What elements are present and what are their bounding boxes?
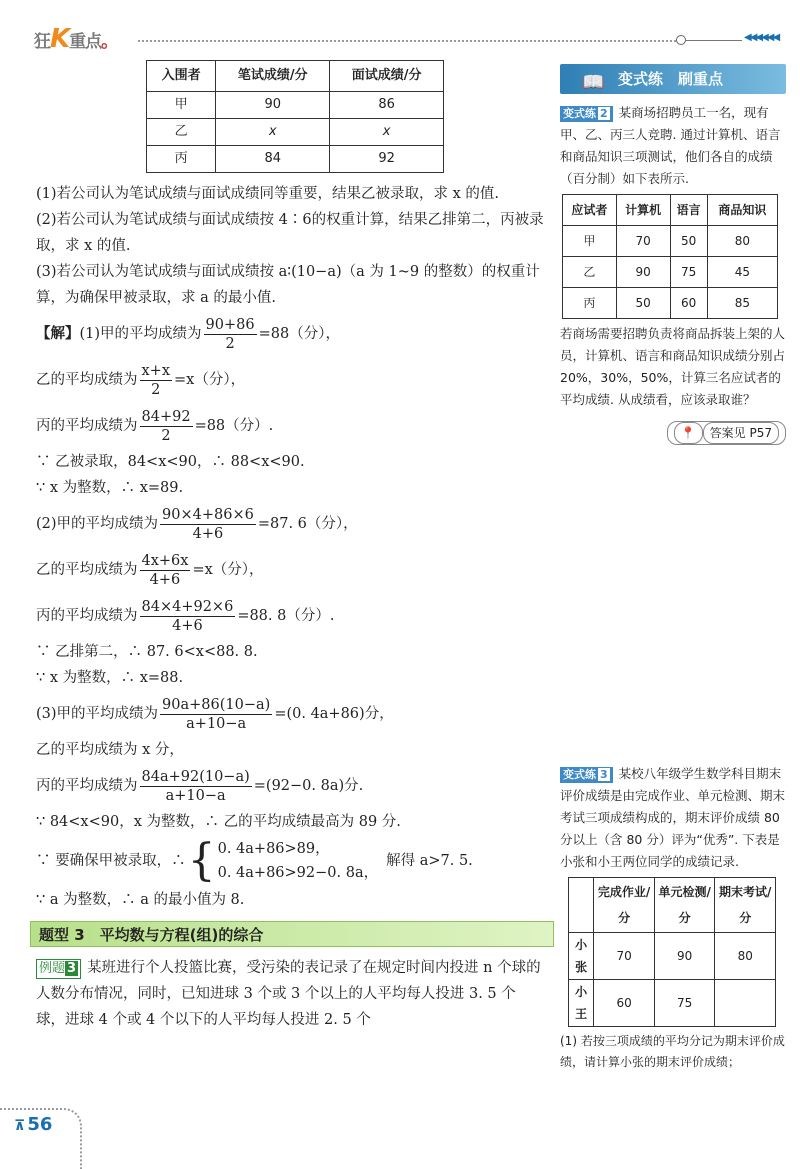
solution-label: 【解】 [36, 325, 80, 342]
table-cell: 60 [670, 288, 707, 319]
solution-line: ∵ 乙被录取，84<x<90，∴ 88<x<90. [36, 454, 305, 470]
table-cell: 86 [330, 92, 444, 119]
table-cell: 84 [216, 146, 330, 173]
header-circle-mark [676, 35, 686, 45]
score-table [146, 60, 444, 173]
inequality-system: ∵ 要确保甲被录取，∴ { 0. 4a+86>89， 0. 4a+86>92−0. 8a， 解得 a>7. 5. [36, 835, 473, 886]
table-cell: 92 [330, 146, 444, 173]
table-header: 商品知识 [707, 195, 777, 226]
table-header: 应试者 [563, 195, 617, 226]
variant-badge: 变式练 2 [560, 106, 613, 122]
fraction: $\frac{x+x}{2}$ [141, 362, 171, 398]
table-header [569, 878, 594, 933]
table-cell: 丙 [563, 288, 617, 319]
table-row [569, 933, 776, 980]
answer-reference: 📍 答案见 P57 [560, 421, 786, 445]
variant-3-table [568, 877, 776, 1027]
table-cell: 50 [616, 288, 670, 319]
solution-line: ∵ x 为整数，∴ x=88. [36, 670, 184, 686]
fraction: $\frac{84+92}{2}$ [141, 408, 191, 444]
solution-line: (2)甲的平均成绩为 $\frac{90\times 4+86\times 6}{4+6}$ =87. 6（分）， [36, 506, 358, 542]
inequality-row: 0. 4a+86>89， [217, 841, 330, 857]
header-rule [686, 40, 742, 41]
reading-person-icon: 📖 [582, 72, 605, 93]
side-column [560, 64, 786, 1073]
table-cell: 80 [715, 933, 776, 980]
table-cell: 小王 [569, 980, 594, 1027]
brace-icon: { [187, 835, 216, 886]
solution-line: 丙的平均成绩为 $\frac{84\times 4+92\times 6}{4+6}$ =88. 8（分）. [36, 598, 335, 634]
solution-line: ∵ x 为整数，∴ x=89. [36, 480, 184, 496]
table-cell [715, 980, 776, 1027]
header-arrows-icon: ◀◀◀◀◀◀ [744, 32, 779, 43]
table-cell: 50 [670, 226, 707, 257]
solution-line: ∵ 乙排第二，∴ 87. 6<x<88. 8. [36, 644, 258, 660]
table-cell: 90 [654, 933, 715, 980]
pin-icon: 📍 [674, 422, 703, 444]
variant-2-question: 若商场需要招聘负责将商品拆装上架的人员，计算机、语言和商品知识成绩分别占 20%，30%，50%，计算三名应试者的平均成绩. 从成绩看，应该录取谁？ [560, 326, 786, 407]
example-3: 例题 3 某班进行个人投篮比赛，受污染的表记录了在规定时间内投进 n 个球的人数分布情况，同时，已知进球 3 个或 3 个以上的人平均每人投进 3. 5 个球，进球 4 个或 4 个以下的人平均每人投进 2. 5 个 [36, 960, 541, 1028]
header-dotted-rule [138, 40, 676, 42]
table-cell: 70 [616, 226, 670, 257]
question-3: (3)若公司认为笔试成绩与面试成绩按 a∶(10−a)（a 为 1~9 的整数）的权重计算，为确保甲被录取，求 a 的最小值. [36, 264, 540, 306]
table-row [563, 195, 778, 226]
inequality-row: 0. 4a+86>92−0. 8a， [217, 865, 379, 881]
variant-3-question-1: (1) 若按三项成绩的平均分记为期末评价成绩，请计算小张的期末评价成绩； [560, 1034, 785, 1069]
table-row [563, 257, 778, 288]
fraction: $\frac{84\times 4+92\times 6}{4+6}$ [141, 598, 234, 634]
fraction: $\frac{84a+92(10-a)}{a+10-a}$ [141, 768, 250, 804]
table-cell: 甲 [563, 226, 617, 257]
table-cell: 90 [616, 257, 670, 288]
table-cell: 80 [707, 226, 777, 257]
fraction: $\frac{90+86}{2}$ [205, 316, 255, 352]
fraction: $\frac{4x+6x}{4+6}$ [141, 552, 189, 588]
table-header: 期末考试/分 [715, 878, 776, 933]
question-2: (2)若公司认为笔试成绩与面试成绩按 4∶6的权重计算，结果乙排第二，丙被录取，求 x 的值. [36, 212, 544, 254]
table-cell: 60 [594, 980, 655, 1027]
brand-logo: 狂K重点。 [34, 24, 118, 54]
table-cell: 75 [670, 257, 707, 288]
page-number: ⊼ 56 [14, 1114, 53, 1135]
solution-line: 丙的平均成绩为 $\frac{84+92}{2}$ =88（分）. [36, 408, 274, 444]
main-column [36, 60, 544, 1033]
page-header [0, 0, 800, 56]
variant-2: 变式练 2 某商场招聘员工一名，现有甲、乙、丙三人竞聘. 通过计算机、语言和商品知识三项测试，他们各自的成绩（百分制）如下表所示. [560, 105, 781, 186]
table-cell: 小张 [569, 933, 594, 980]
solution-line: ∵ a 为整数，∴ a 的最小值为 8. [36, 892, 245, 908]
example-badge: 例题 3 [36, 959, 81, 979]
table-cell: x [216, 119, 330, 146]
section-title: 题型 3 平均数与方程(组)的综合 [30, 921, 554, 947]
solution-line: (3)甲的平均成绩为 $\frac{90a+86(10-a)}{a+10-a}$ =(0. 4a+86)分， [36, 696, 394, 732]
variant-2-table [562, 194, 778, 319]
table-cell: 90 [216, 92, 330, 119]
table-header: 入围者 [147, 61, 216, 92]
table-cell: 75 [654, 980, 715, 1027]
variant-badge: 变式练 3 [560, 767, 613, 783]
table-header: 笔试成绩/分 [216, 61, 330, 92]
table-row [147, 119, 444, 146]
fraction: $\frac{90\times 4+86\times 6}{4+6}$ [162, 506, 254, 542]
table-cell: 70 [594, 933, 655, 980]
panel-title: 📖 变式练 刷重点 [560, 64, 786, 94]
table-row [569, 980, 776, 1027]
table-row [147, 61, 444, 92]
table-header: 语言 [670, 195, 707, 226]
table-header: 单元检测/分 [654, 878, 715, 933]
table-cell: 甲 [147, 92, 216, 119]
fraction: $\frac{90a+86(10-a)}{a+10-a}$ [162, 696, 271, 732]
table-cell: 85 [707, 288, 777, 319]
table-row [147, 92, 444, 119]
solution-line: 乙的平均成绩为 $\frac{x+x}{2}$ =x（分）， [36, 362, 246, 398]
table-cell: 乙 [563, 257, 617, 288]
question-1: (1)若公司认为笔试成绩与面试成绩同等重要，结果乙被录取，求 x 的值. [36, 186, 500, 202]
table-header: 面试成绩/分 [330, 61, 444, 92]
table-cell: 乙 [147, 119, 216, 146]
table-header: 计算机 [616, 195, 670, 226]
solution-line: 乙的平均成绩为 x 分， [36, 742, 184, 758]
table-cell: 丙 [147, 146, 216, 173]
table-row [563, 288, 778, 319]
table-row [563, 226, 778, 257]
solution-line: ∵ 84<x<90，x 为整数，∴ 乙的平均成绩最高为 89 分. [36, 814, 401, 830]
compass-icon: ⊼ [14, 1118, 26, 1134]
solution-line: 乙的平均成绩为 $\frac{4x+6x}{4+6}$ =x（分）， [36, 552, 264, 588]
variant-3: 变式练 3 某校八年级学生数学科目期末评价成绩是由完成作业、单元检测、期末考试三项成绩构成的，期末评价成绩 80 分以上（含 80 分）评为“优秀”. 下表是小张和小王两位同学的成绩记录. [560, 766, 786, 869]
table-cell: 45 [707, 257, 777, 288]
solution-line: 丙的平均成绩为 $\frac{84a+92(10-a)}{a+10-a}$ =(92−0. 8a)分. [36, 768, 364, 804]
table-row [569, 878, 776, 933]
solution-line: 【解】 (1)甲的平均成绩为 $\frac{90+86}{2}$ =88（分）， [36, 316, 340, 352]
table-cell: x [330, 119, 444, 146]
table-row [147, 146, 444, 173]
table-header: 完成作业/分 [594, 878, 655, 933]
